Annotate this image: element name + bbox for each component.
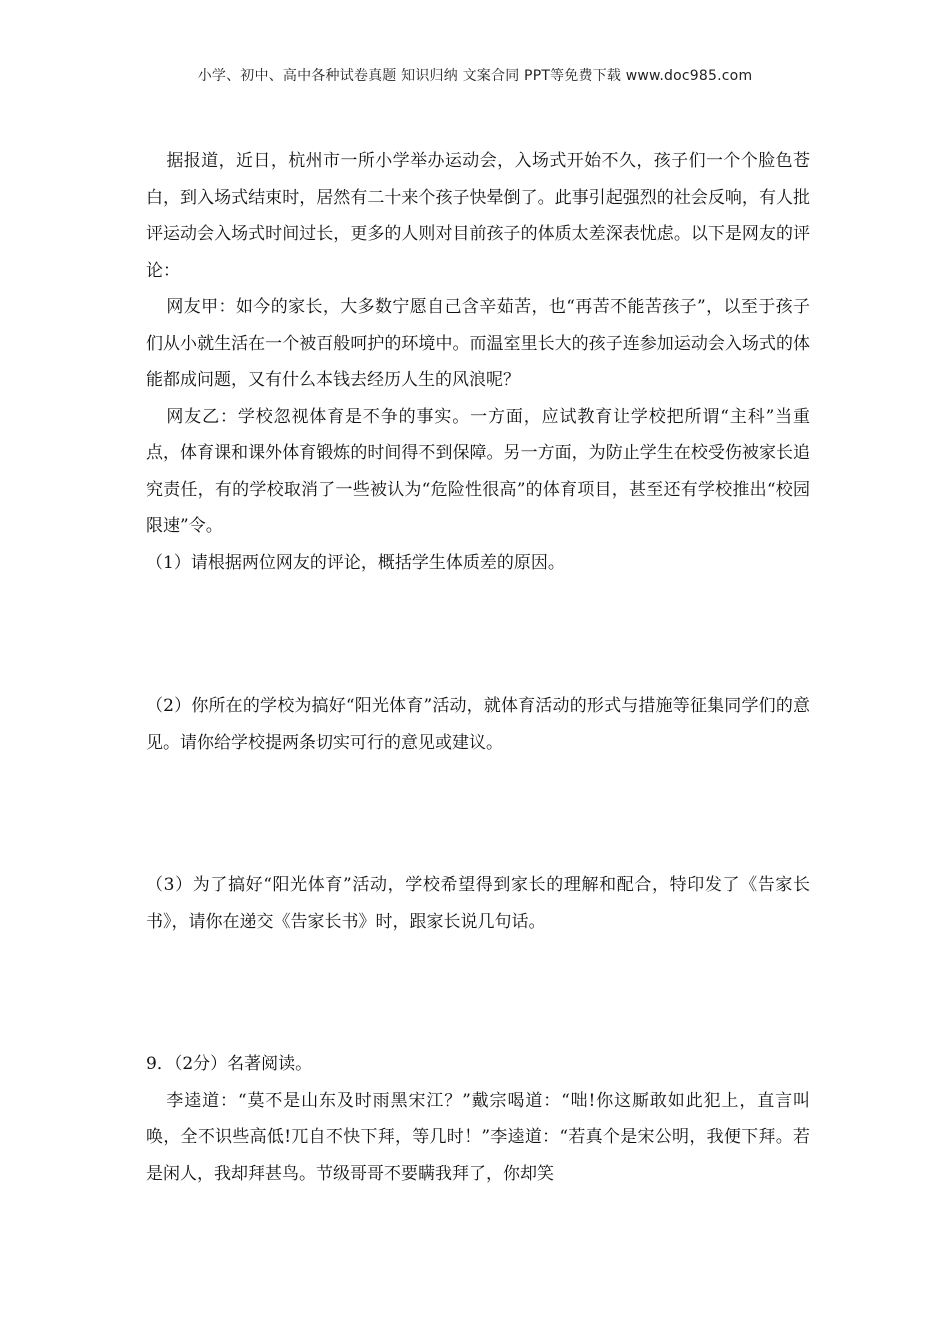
document-body xyxy=(146,143,810,1192)
comment-a: 网友甲：如今的家长，大多数宁愿自己含辛茹苦，也“再苦不能苦孩子”，以至于孩子们从小就生活在一个被百般呵护的环境中。而温室里长大的孩子连参加运动会入场式的体能都成问题，又有什么本钱去经历人生的风浪呢？ xyxy=(146,297,810,390)
comment-b: 网友乙：学校忽视体育是不争的事实。一方面，应试教育让学校把所谓“主科”当重点，体育课和课外体育锻炼的时间得不到保障。另一方面，为防止学生在校受伤被家长追究责任，有的学校取消了一些被认为“危险性很高”的体育项目，甚至还有学校推出“校园限速”令。 xyxy=(146,406,810,536)
question-3: （3）为了搞好“阳光体育”活动，学校希望得到家长的理解和配合，特印发了《告家长书》，请你在递交《告家长书》时，跟家长说几句话。 xyxy=(146,875,810,932)
answer-space-1 xyxy=(146,581,810,688)
page-header: 小学、初中、高中各种试卷真题 知识归纳 文案合同 PPT等免费下载 www.doc985.com xyxy=(197,68,753,84)
question-2: （2）你所在的学校为搞好“阳光体育”活动，就体育活动的形式与措施等征集同学们的意见。请你给学校提两条切实可行的意见或建议。 xyxy=(146,696,810,753)
section-9-passage: 李逵道：“莫不是山东及时雨黑宋江？”戴宗喝道：“咄!你这厮敢如此犯上，直言叫唤，全不识些高低!兀自不快下拜，等几时！”李逵道：“若真个是宋公明，我便下拜。若是闲人，我却拜甚鸟。节级哥哥不要瞒我拜了，你却笑 xyxy=(146,1090,810,1184)
answer-space-2 xyxy=(146,761,810,867)
answer-space-3 xyxy=(146,940,810,1046)
section-9-title: 9．（2分）名著阅读。 xyxy=(146,1054,313,1074)
article-intro: 据报道，近日，杭州市一所小学举办运动会，入场式开始不久，孩子们一个个脸色苍白，到入场式结束时，居然有二十来个孩子快晕倒了。此事引起强烈的社会反响，有人批评运动会入场式时间过长，更多的人则对目前孩子的体质太差深表忧虑。以下是网友的评论： xyxy=(146,151,810,281)
question-1: （1）请根据两位网友的评论，概括学生体质差的原因。 xyxy=(146,552,565,573)
